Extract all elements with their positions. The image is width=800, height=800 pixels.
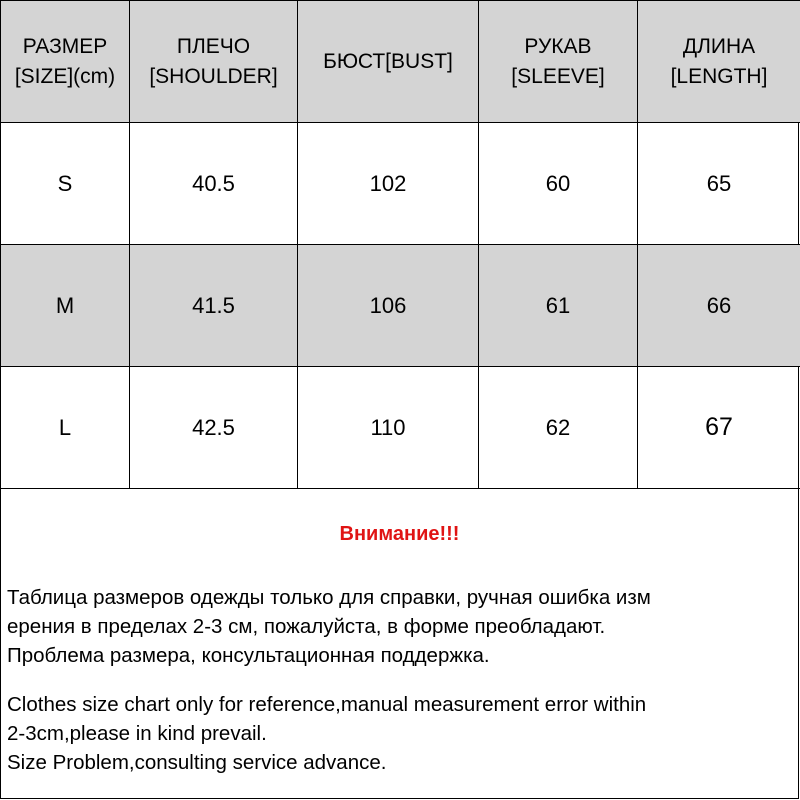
table-row bbox=[1, 123, 800, 245]
notice-text-english: Clothes size chart only for reference,manual measurement error within 2-3cm,please in kind prevail. Size Problem,consulting service advance. bbox=[7, 693, 647, 774]
cell-bust: 106 bbox=[298, 245, 479, 367]
table-row bbox=[1, 245, 800, 367]
header-shoulder: ПЛЕЧО [SHOULDER] bbox=[130, 1, 298, 123]
cell-sleeve: 61 bbox=[479, 245, 638, 367]
cell-sleeve: 60 bbox=[479, 123, 638, 245]
notice-text-russian: Таблица размеров одежды только для справки, ручная ошибка изм ерения в пределах 2-3 см, пожалуйста, в форме преобладают. Проблема размера, консультационная поддержка. bbox=[7, 586, 651, 667]
table-row bbox=[1, 367, 800, 489]
header-size: РАЗМЕР [SIZE](cm) bbox=[1, 1, 130, 123]
cell-bust: 102 bbox=[298, 123, 479, 245]
header-length: ДЛИНА [LENGTH] bbox=[638, 1, 800, 123]
cell-size: S bbox=[1, 123, 130, 245]
cell-sleeve: 62 bbox=[479, 367, 638, 489]
cell-shoulder: 41.5 bbox=[130, 245, 298, 367]
header-bust: БЮСТ[BUST] bbox=[298, 1, 479, 123]
cell-shoulder: 42.5 bbox=[130, 367, 298, 489]
cell-bust: 110 bbox=[298, 367, 479, 489]
cell-length: 65 bbox=[638, 123, 800, 245]
notice-title: Внимание!!! bbox=[339, 523, 460, 545]
cell-size: M bbox=[1, 245, 130, 367]
cell-length: 67 bbox=[638, 367, 800, 489]
cell-size: L bbox=[1, 367, 130, 489]
cell-length: 66 bbox=[638, 245, 800, 367]
table-header-row bbox=[1, 1, 800, 123]
header-sleeve: РУКАВ [SLEEVE] bbox=[479, 1, 638, 123]
cell-shoulder: 40.5 bbox=[130, 123, 298, 245]
